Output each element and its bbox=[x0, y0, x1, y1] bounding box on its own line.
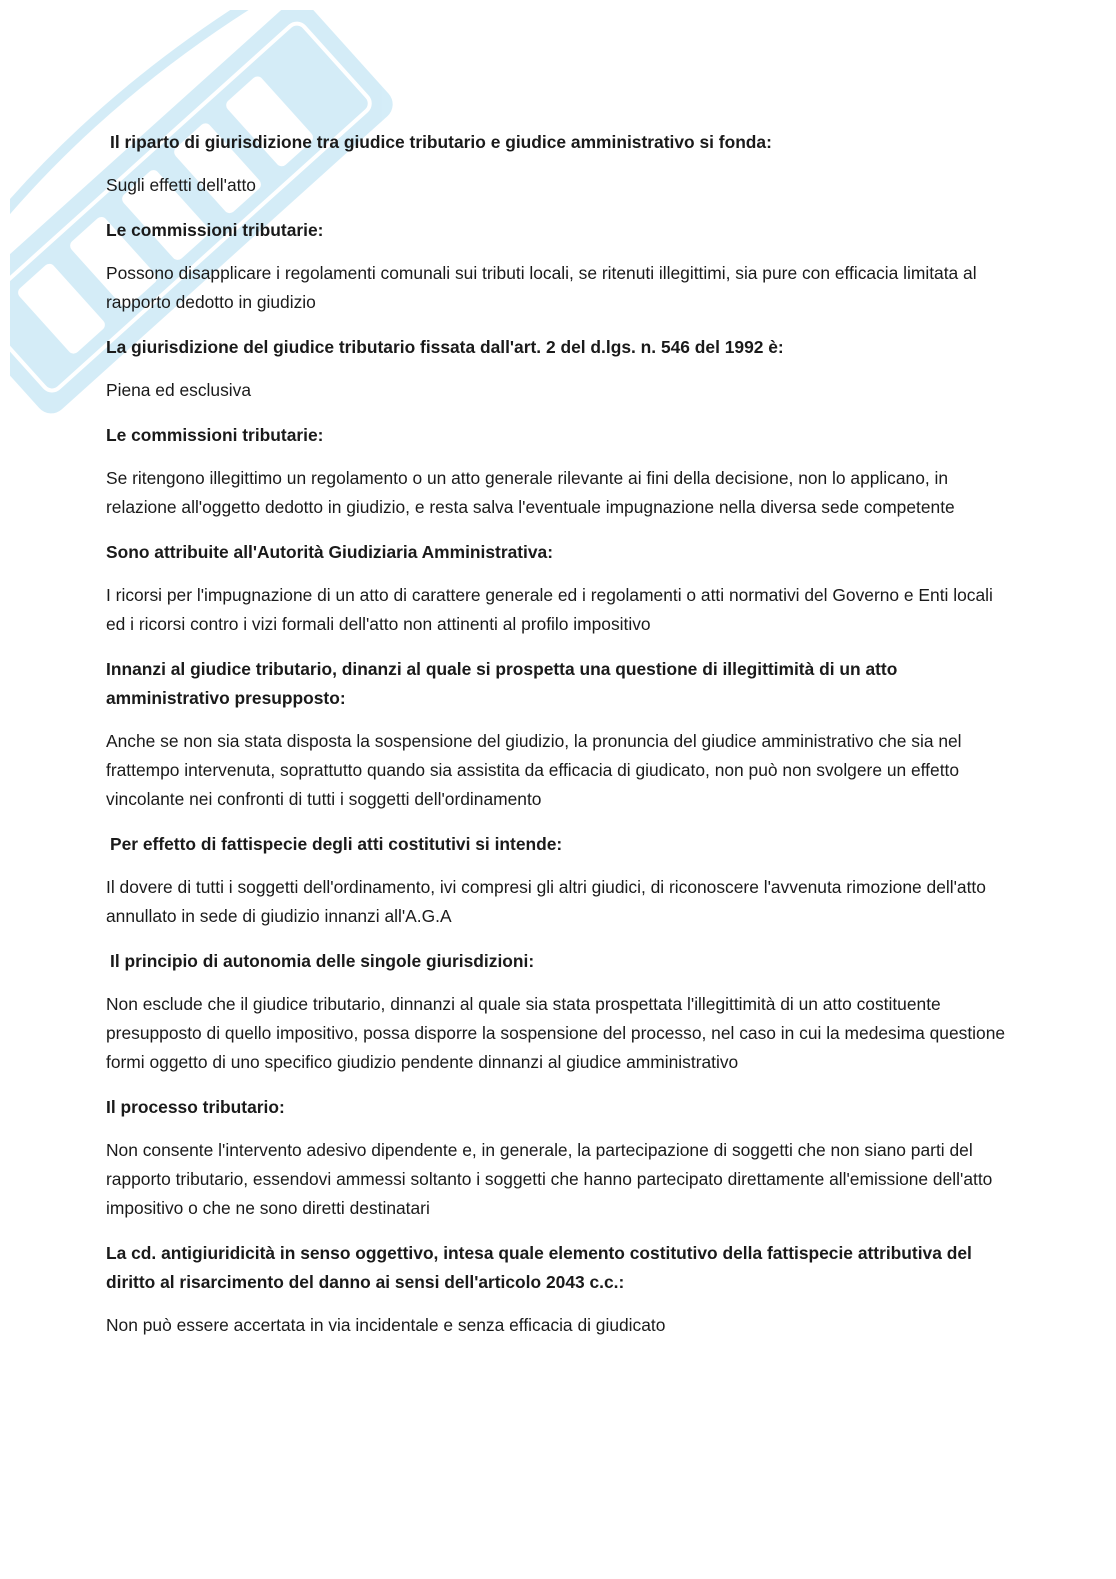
answer-text: Non esclude che il giudice tributario, dinnanzi al quale sia stata prospettata l'illegittimità di un atto costituente presupposto di quello impositivo, possa disporre la sospensione del processo, nel caso in cui la medesima questione formi oggetto di uno specifico giudizio pendente dinnanzi al giudice amministrativo bbox=[106, 994, 1006, 1072]
document-body bbox=[106, 128, 1006, 1356]
qa-item bbox=[106, 655, 1006, 814]
qa-item bbox=[106, 128, 1006, 200]
answer-text: Non può essere accertata in via incidentale e senza efficacia di giudicato bbox=[106, 1315, 666, 1335]
answer-text: Sugli effetti dell'atto bbox=[106, 175, 256, 195]
answer-text: Non consente l'intervento adesivo dipendente e, in generale, la partecipazione di soggetti che non siano parti del rapporto tributario, essendovi ammessi soltanto i soggetti che hanno partecipato direttamente all'emissione dell'atto impositivo o che ne sono diretti destinatari bbox=[106, 1140, 993, 1218]
qa-item bbox=[106, 216, 1006, 317]
answer-text: Piena ed esclusiva bbox=[106, 380, 252, 400]
question-text: Innanzi al giudice tributario, dinanzi al quale si prospetta una questione di illegittimità di un atto amministrativo presupposto: bbox=[106, 659, 898, 708]
question-text: Le commissioni tributarie: bbox=[106, 220, 324, 240]
question-text: La cd. antigiuridicità in senso oggettivo, intesa quale elemento costitutivo della fattispecie attributiva del diritto al risarcimento del danno ai sensi dell'articolo 2043 c.c.: bbox=[106, 1243, 972, 1292]
question-text: Il processo tributario: bbox=[106, 1097, 285, 1117]
answer-text: Il dovere di tutti i soggetti dell'ordinamento, ivi compresi gli altri giudici, di riconoscere l'avvenuta rimozione dell'atto annullato in sede di giudizio innanzi all'A.G.A bbox=[106, 877, 986, 926]
question-text: Per effetto di fattispecie degli atti costitutivi si intende: bbox=[110, 834, 563, 854]
answer-text: I ricorsi per l'impugnazione di un atto di carattere generale ed i regolamenti o atti normativi del Governo e Enti locali ed i ricorsi contro i vizi formali dell'atto non attinenti al profilo impositivo bbox=[106, 585, 993, 634]
question-text: Le commissioni tributarie: bbox=[106, 425, 324, 445]
qa-item bbox=[106, 1093, 1006, 1223]
qa-item bbox=[106, 1239, 1006, 1340]
qa-item bbox=[106, 421, 1006, 522]
answer-text: Anche se non sia stata disposta la sospensione del giudizio, la pronuncia del giudice amministrativo che sia nel frattempo intervenuta, soprattutto quando sia assistita da efficacia di giudicato, non può non svolgere un effetto vincolante nei confronti di tutti i soggetti dell'ordinamento bbox=[106, 731, 962, 809]
qa-item bbox=[106, 830, 1006, 931]
answer-text: Possono disapplicare i regolamenti comunali sui tributi locali, se ritenuti illegittimi, sia pure con efficacia limitata al rapporto dedotto in giudizio bbox=[106, 263, 977, 312]
qa-item bbox=[106, 947, 1006, 1077]
answer-text: Se ritengono illegittimo un regolamento o un atto generale rilevante ai fini della decisione, non lo applicano, in relazione all'oggetto dedotto in giudizio, e resta salva l'eventuale impugnazione nella diversa sede competente bbox=[106, 468, 955, 517]
question-text: Sono attribuite all'Autorità Giudiziaria Amministrativa: bbox=[106, 542, 554, 562]
question-text: Il riparto di giurisdizione tra giudice tributario e giudice amministrativo si fonda: bbox=[110, 132, 772, 152]
qa-item bbox=[106, 333, 1006, 405]
question-text: Il principio di autonomia delle singole giurisdizioni: bbox=[110, 951, 535, 971]
question-text: La giurisdizione del giudice tributario fissata dall'art. 2 del d.lgs. n. 546 del 1992 è: bbox=[106, 337, 784, 357]
qa-item bbox=[106, 538, 1006, 639]
